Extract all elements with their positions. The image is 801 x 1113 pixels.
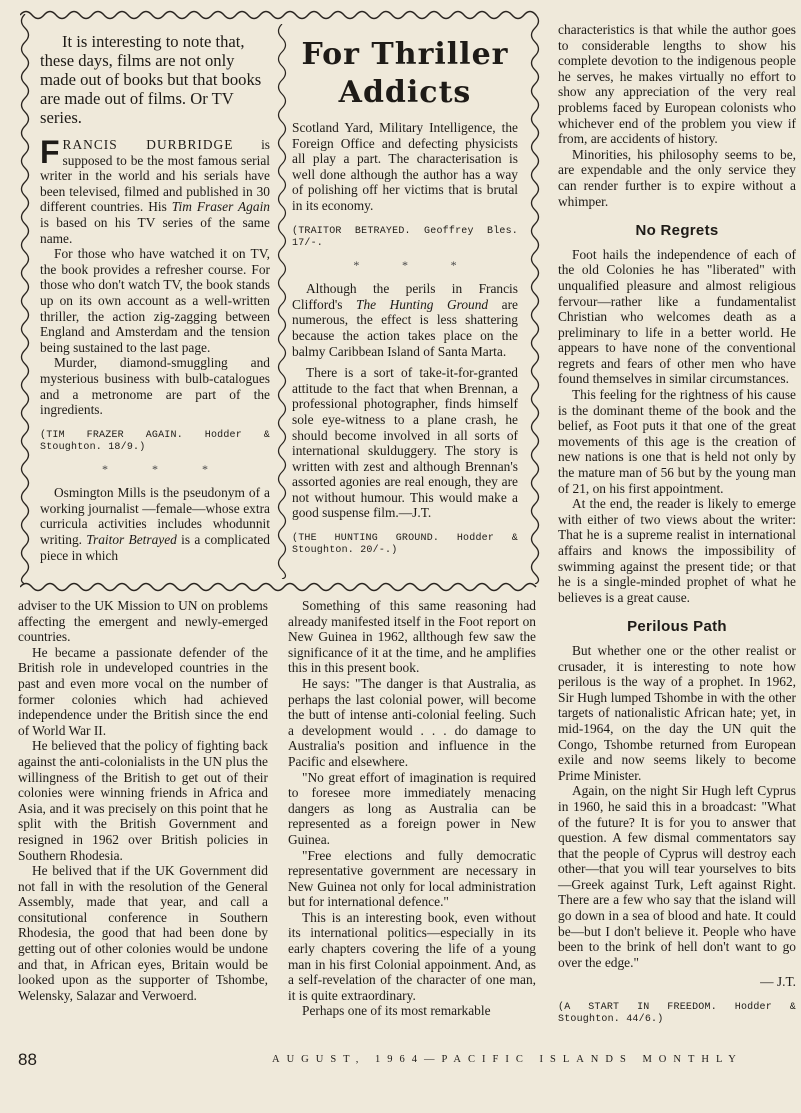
foot-col2-p1: Something of this same reasoning had already manifested itself in the Foot report on New Guinea in 1962, allthough few saw the significance of it at the time, and he amplifies this in this present book. (288, 598, 536, 676)
regrets-p1: Foot hails the independence of each of the old Colonies he has "liberated" with unqualified pleasure and almost religious fervour—rather like a fundamentalist Christian who welcomes death as a preliminary to life in a better world. He appears to have none of the conventional regrets and fears of other men who have found themselves in similar circumstances. (558, 246, 796, 387)
durbridge-credit: (TIM FRAZER AGAIN. Hodder & Stoughton. 18/9.) (40, 429, 270, 453)
box-border-right (528, 14, 542, 584)
foot-col2-p6: Perhaps one of its most remarkable (302, 1003, 491, 1019)
foot-col3-p2: Minorities, his philosophy seems to be, are expendable and the only service they can render further is to expire without a whimper. (558, 146, 796, 209)
box-border-middle (275, 24, 289, 579)
box-border-left (18, 14, 32, 584)
foot-col2-p4: "Free elections and fully democratic representative government are necessary in New Guinea not only for local administration but for international defence." (288, 847, 536, 910)
durbridge-paragraph-1 (40, 134, 270, 246)
box-right-column (292, 36, 518, 565)
durbridge-lead: RANCIS DURBRIDGE (62, 137, 234, 152)
foot-column-1 (18, 598, 268, 1003)
mills-paragraph-1 (40, 485, 270, 563)
foot-col3-p1: characteristics is that while the author goes to considerable lengths to show his complete devotion to the indigenous people he serves, he makes virtually no effort to show any appreciation of the very real problems faced by European colonists who whichever end of the problem you view if from, are accidents of history. (558, 22, 796, 147)
box-border-top (20, 8, 540, 22)
foot-col1-p3: He believed that the policy of fighting back against the anti-colonialists in the UN plus the willingness of the British to get out of their colonies were winning friends in Africa and Asia, and it was precisely on this point that he split with the British Government and resigned in 1962 over British policies in Southern Rhodesia. (18, 738, 268, 863)
intro-text: It is interesting to note that, these days, films are not only made out of books but that books are made out of films. Or TV series. (40, 32, 262, 127)
signature-jt: — J.T. (760, 974, 796, 990)
clifford-credit: (THE HUNTING GROUND. Hodder & Stoughton. 20/-.) (292, 533, 518, 557)
box-left-column (40, 32, 270, 563)
page-footer (0, 1050, 801, 1074)
clifford-book-title: The Hunting Ground (356, 296, 489, 312)
perilous-p2: Again, on the night Sir Hugh left Cyprus in 1960, he said this in a broadcast: "What of the future? It is for you to answer that question. A few dismal commentators say that the people of Cyprus will destroy each other—that you will tear yourselves to bits—Greek against Turk, Left against Right. There are a few who say that the island will go down in a sea of blood and hate. It could be—but I don't believe it. People who have been to the brink of hell don't want to go over the edge." (558, 783, 796, 970)
clifford-text: Although the perils in Francis Clifford's (292, 281, 518, 312)
durbridge-text-end: is based on his TV series of the same name. (40, 214, 270, 246)
subhead-no-regrets: No Regrets (635, 222, 719, 240)
foot-col2-p5: This is an interesting book, even without its international politics—especially in its early chapters covering the life of a young man in his first Colonial appoinment. And, as a self-revelation of the character of one man, it is quite extraordinary. (288, 909, 536, 1003)
durbridge-paragraph-2: For those who have watched it on TV, the book provides a refresher course. For those who don't watch TV, the book stands up on its own account as a well-written thriller, the action zig-zagging between England and Amsterdam and the tension being sustained to the last page. (40, 246, 270, 355)
durbridge-text: is supposed to be the most famous serial writer in the world and his serials have been televised, filmed and published in 30 different countries. His (40, 137, 270, 215)
separator-stars-2 (332, 258, 478, 274)
box-title: For Thriller Addicts (301, 37, 509, 110)
foot-credit: (A START IN FREEDOM. Hodder & Stoughton. 44/6.) (558, 1002, 796, 1026)
drop-cap: F (40, 134, 60, 170)
clifford-paragraph-1 (292, 281, 518, 359)
intro-paragraph (40, 32, 270, 127)
mills-credit: (TRAITOR BETRAYED. Geoffrey Bles. 17/-. (292, 225, 518, 249)
foot-col1-p2: He became a passionate defender of the British role in undeveloped countries in the past and even more vocal on the number of former colonies which had achieved independence under the British since the end of World War II. (18, 644, 268, 738)
star: * (450, 257, 457, 272)
star: * (401, 257, 408, 272)
regrets-p2: This feeling for the rightness of his cause is the dominant theme of the book and the belief, as Foot puts it that one of the great movements of this age is the creation of new nations is one that is held not only by the mature man of 56 but by the young man of 21, on his first appointment. (558, 387, 796, 496)
foot-col2-p3: "No great effort of imagination is required to foresee more immediately menacing dangers as long as Australia can be represented as a foreign power in New Guinea. (288, 769, 536, 847)
star: * (102, 461, 108, 476)
clifford-paragraph-2: There is a sort of take-it-for-granted attitude to the fact that when Brennan, a professional photographer, finds himself sole eye-witness to a plane crash, he should become involved in all sorts of international skulduggery. The story is written with zest and although Brennan's assorted agonies are real enough, they are not without humour. This would make a good suspense film.—J.T. (292, 365, 518, 521)
durbridge-paragraph-3: Murder, diamond-smuggling and mysterious business with bulb-catalogues and a metronome are part of the ingredients. (40, 355, 270, 418)
foot-column-3 (558, 22, 796, 1034)
star: * (353, 257, 360, 272)
separator-stars (80, 462, 230, 478)
subhead-perilous-path: Perilous Path (627, 618, 727, 636)
perilous-p1: But whether one or the other realist or crusader, it is interesting to note how perilous is the way of a prophet. In 1962, Sir Hugh lumped Tshombe in with the other targets of nationalistic African hate; yet, in mid-1964, on the day the UN quit the Congo, Tshombe returned from European exile and now seems likely to become Prime Minister. (558, 642, 796, 783)
mills-paragraph-2: Scotland Yard, Military Intelligence, the Foreign Office and defecting physicists all play a part. The characterisation is well done although the author has a way of polishing off her victims that is brutal in its economy. (292, 120, 518, 213)
box-border-bottom (20, 580, 540, 594)
regrets-p3: At the end, the reader is likely to emerge with either of two views about the writer: That he is a supreme realist in international affairs and knows the impossibility of swimming against the present tide; or that he is a single-minded prophet of what he believes is a great cause. (558, 496, 796, 605)
mills-text: Osmington Mills is the pseudonym of a working journalist —female—whose extra curricula activities includes whodunnit writing. (40, 485, 270, 548)
mills-book-title: Traitor Betrayed (86, 532, 177, 548)
foot-col1-p4: He belived that if the UK Government did not fall in with the resolution of the General Assembly, made that year, and call a consitutional conference in Southern Rhodesia, the good that had been done by getting out of other colonies would be undone and that, in African eyes, Britain would be looked upon as the supporter of Tshombe, Welensky, Salazar and Verwoerd. (18, 863, 268, 1003)
page-number: 88 (18, 1050, 37, 1069)
foot-col1-p1: adviser to the UK Mission to UN on problems affecting the emergent and newly-emerged countries. (18, 598, 268, 645)
clifford-text-end: are numerous, the effect is less shattering because the action takes place on the balmy Caribbean Island of Santa Marta. (292, 296, 518, 359)
foot-column-2 (288, 598, 536, 1019)
mills-text-end: is a complicated piece in which (40, 532, 270, 563)
star: * (202, 461, 208, 476)
foot-col2-p2: He says: "The danger is that Australia, as perhaps the last colonial power, will become the butt of intense anti-colonial feeling. Such a development would . . . do damage to Australia's position and influence in the Pacific and elsewhere. (288, 675, 536, 769)
star: * (152, 461, 158, 476)
durbridge-book-title: Tim Fraser Again (171, 199, 270, 215)
running-head: AUGUST, 1964—PACIFIC ISLANDS MONTHLY (272, 1054, 743, 1065)
